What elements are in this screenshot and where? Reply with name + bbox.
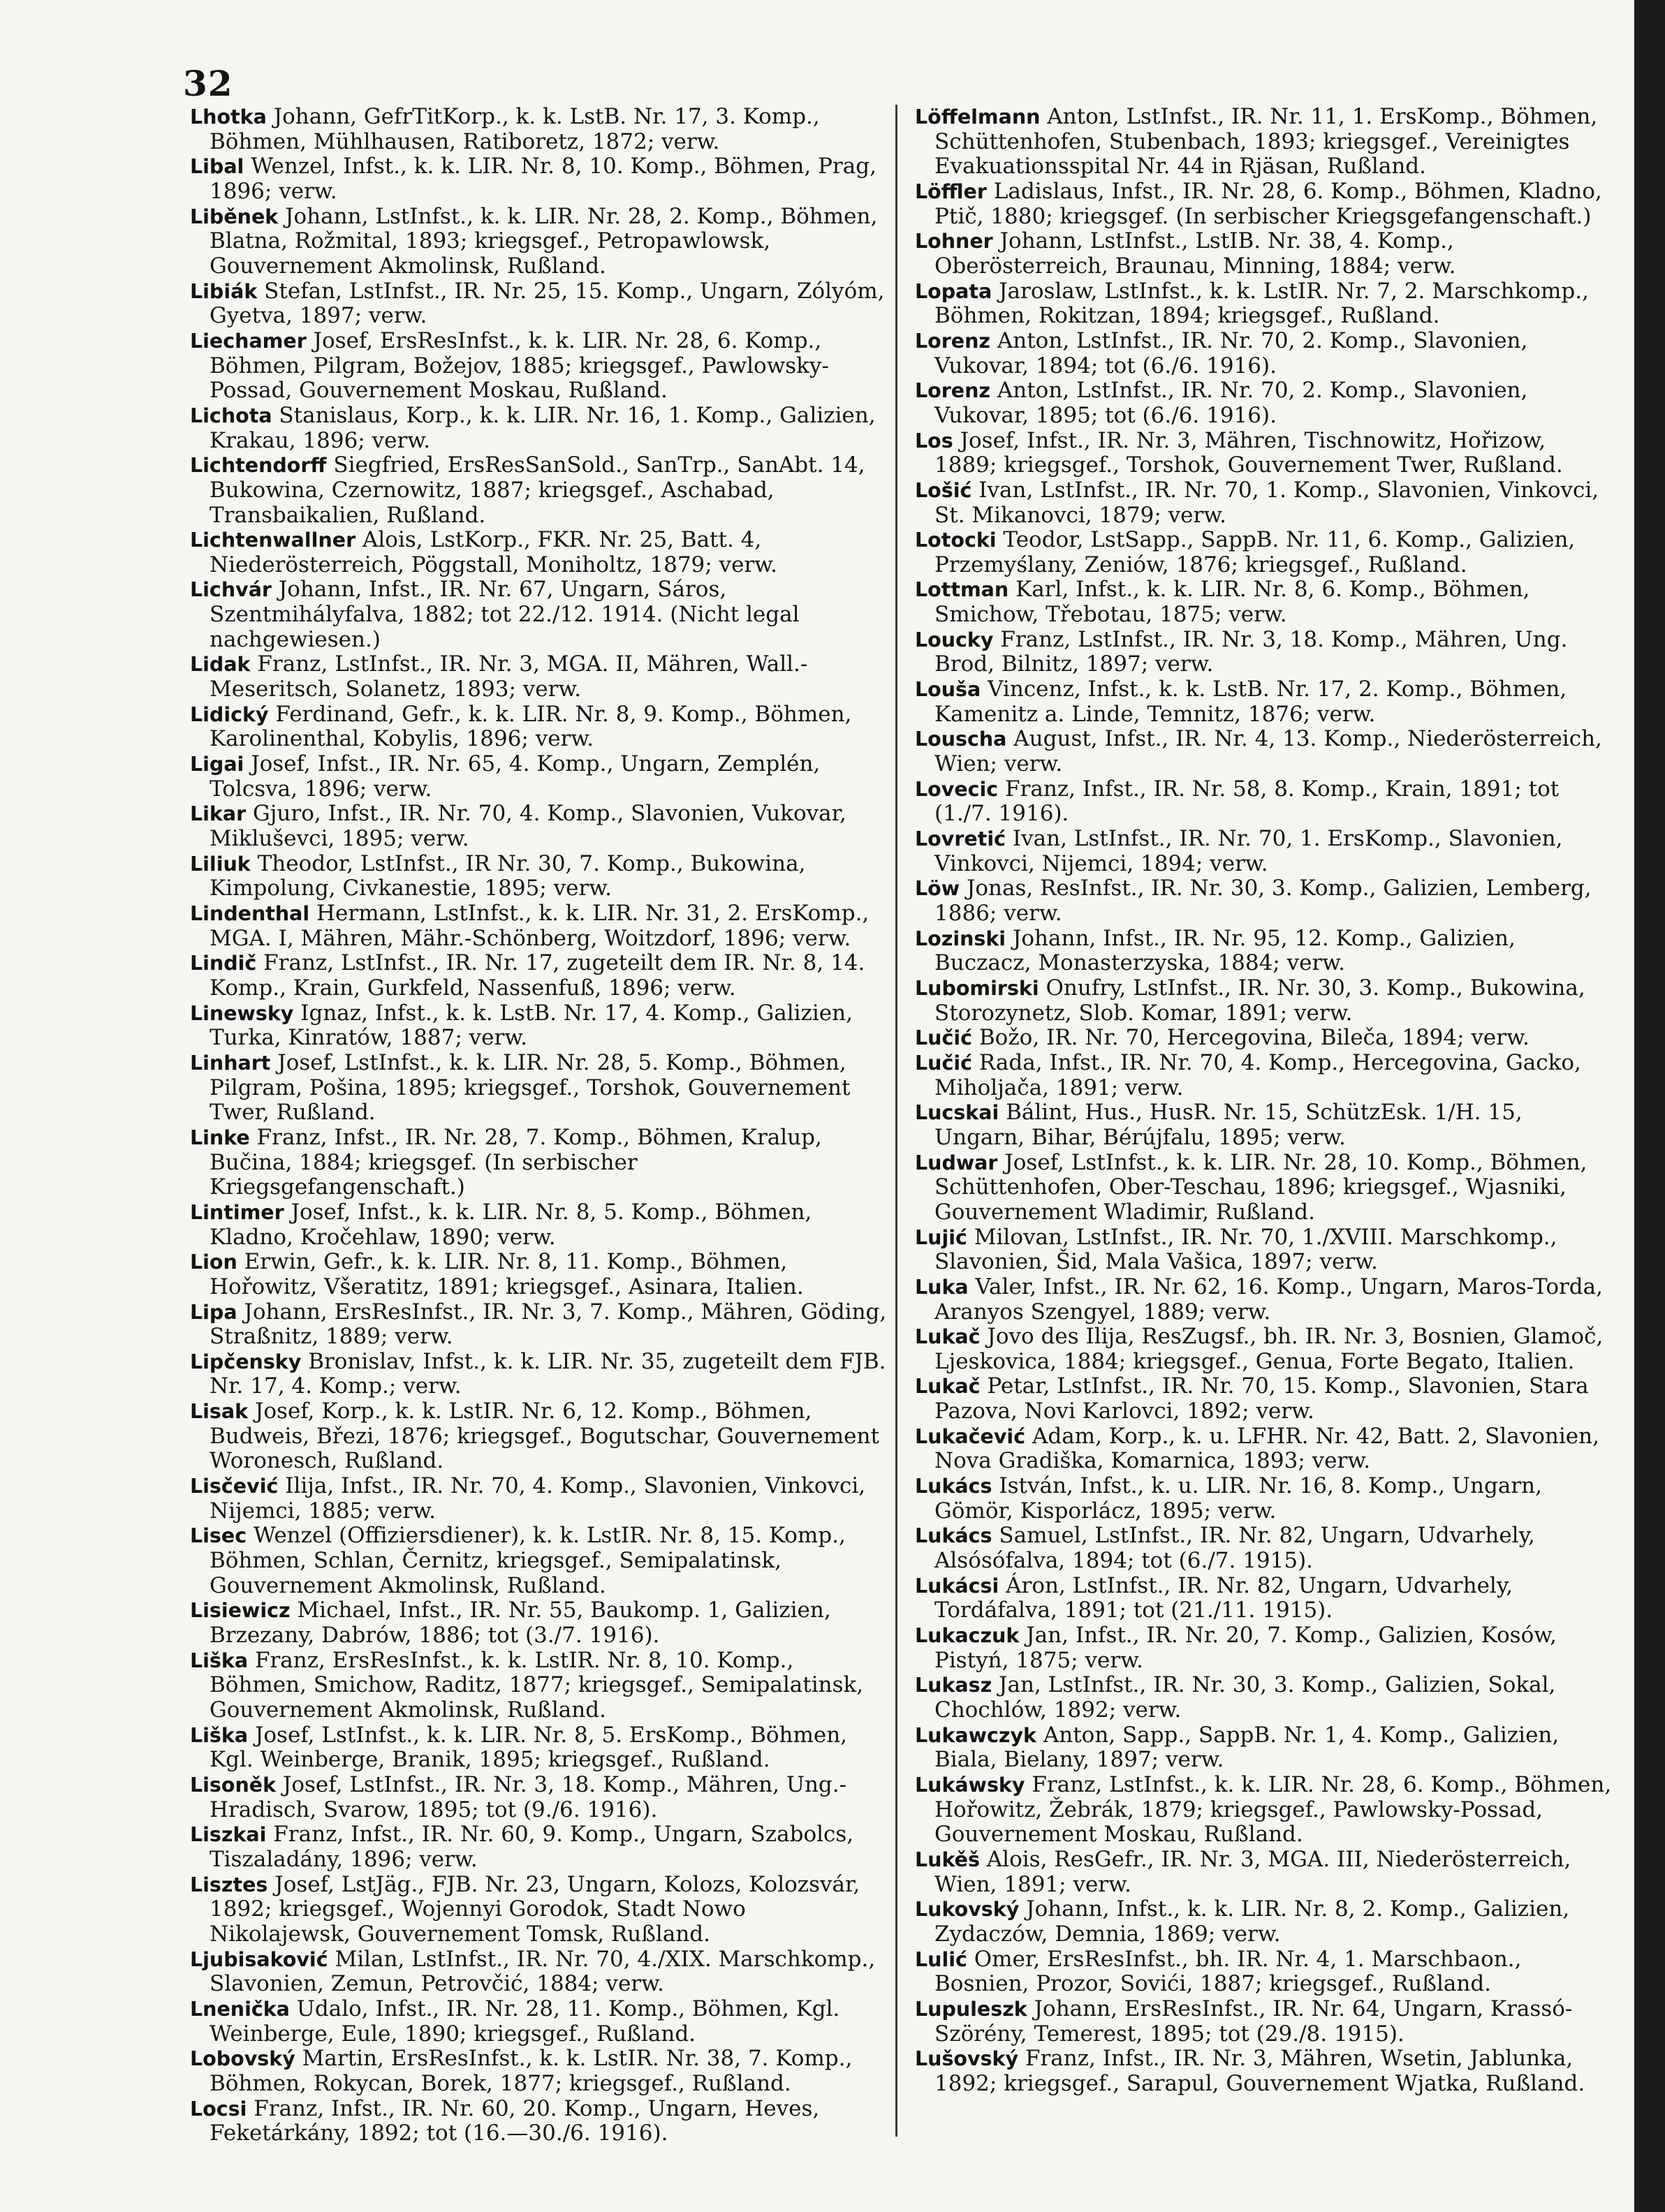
entry-details: Anton, LstInfst., IR. Nr. 70, 2. Komp., Slavonien, Vukovar, 1895; tot (6./6. 1916). xyxy=(934,378,1528,428)
entry-surname: Los xyxy=(915,429,953,452)
entry-details: Johann, LstInfst., k. k. LIR. Nr. 28, 2. Komp., Böhmen, Blatna, Rožmital, 1893; kriegsgef., Petropawlowsk, Gouvernement Akmolinsk, Rußland. xyxy=(210,203,878,279)
entry-surname: Lopata xyxy=(915,279,992,303)
entry-details: Samuel, LstInfst., IR. Nr. 82, Ungarn, Udvarhely, Alsósófalva, 1894; tot (6./7. 1915). xyxy=(934,1523,1535,1574)
entry-surname: Lujić xyxy=(915,1225,967,1249)
entry-details: Franz, ErsResInfst., k. k. LstIR. Nr. 8, 10. Komp., Böhmen, Smichow, Raditz, 1877; kriegsgef., Semipalatinsk, Gouvernement Akmolinsk, Rußland. xyxy=(210,1647,864,1723)
entry-surname: Löffelmann xyxy=(915,105,1041,128)
register-entry xyxy=(190,329,888,404)
entry-details: Johann, ErsResInfst., IR. Nr. 3, 7. Komp., Mähren, Göding, Straßnitz, 1889; verw. xyxy=(210,1299,887,1350)
entry-surname: Loucky xyxy=(915,628,994,651)
entry-details: Ferdinand, Gefr., k. k. LIR. Nr. 8, 9. Komp., Böhmen, Karolinenthal, Kobylis, 1896; verw. xyxy=(210,701,852,752)
entry-surname: Lisak xyxy=(190,1400,249,1424)
entry-details: Franz, Infst., IR. Nr. 28, 7. Komp., Böhmen, Kralup, Bučina, 1884; kriegsgef. (In serbischer Kriegsgefangenschaft.) xyxy=(210,1124,822,1200)
entry-surname: Lisčević xyxy=(190,1475,279,1498)
register-entry xyxy=(915,1723,1613,1773)
register-entry xyxy=(190,1350,888,1399)
entry-surname: Libal xyxy=(190,155,244,179)
entry-details: Milovan, LstInfst., IR. Nr. 70, 1./XVIII. Marschkomp., Slavonien, Šid, Mala Vašica, 1897; verw. xyxy=(934,1224,1557,1275)
entry-surname: Löffler xyxy=(915,179,987,203)
entry-surname: Lipa xyxy=(190,1300,237,1324)
right-column xyxy=(915,105,1613,2097)
register-entry xyxy=(915,1574,1613,1623)
entry-surname: Lipčensky xyxy=(190,1350,302,1373)
register-entry xyxy=(915,628,1613,677)
register-entry xyxy=(915,1897,1613,1947)
entry-surname: Liszkai xyxy=(190,1823,267,1847)
register-entry xyxy=(915,1275,1613,1325)
entry-details: Jan, LstInfst., IR. Nr. 30, 3. Komp., Galizien, Sokal, Chochlów, 1892; verw. xyxy=(934,1672,1556,1723)
entry-surname: Lukasz xyxy=(915,1674,992,1697)
entry-details: Franz, LstInfst., IR. Nr. 3, 18. Komp., Mähren, Ung. Brod, Bilnitz, 1897; verw. xyxy=(934,626,1568,677)
register-entry xyxy=(915,976,1613,1026)
entry-details: Bálint, Hus., HusR. Nr. 15, SchützEsk. 1/H. 15, Ungarn, Bihar, Bérújfalu, 1895; verw. xyxy=(934,1100,1523,1150)
entry-surname: Libiák xyxy=(190,279,258,303)
register-entry xyxy=(915,577,1613,627)
entry-surname: Liechamer xyxy=(190,329,307,353)
entry-details: Josef, LstInfst., k. k. LIR. Nr. 28, 5. Komp., Böhmen, Pilgram, Pošina, 1895; kriegsgef., Torshok, Gouvernement Twer, Rußland. xyxy=(210,1049,851,1126)
register-entry xyxy=(915,1474,1613,1524)
entry-surname: Lichvár xyxy=(190,578,272,602)
register-entry xyxy=(915,1673,1613,1723)
register-entry xyxy=(190,1001,888,1051)
entry-surname: Löw xyxy=(915,877,960,901)
entry-details: Josef, Infst., IR. Nr. 3, Mähren, Tischnowitz, Hořizow, 1889; kriegsgef., Torshok, Gouvernement Twer, Rußland. xyxy=(934,427,1563,478)
register-entry xyxy=(915,1051,1613,1100)
entry-details: Bronislav, Infst., k. k. LIR. Nr. 35, zugeteilt dem FJB. Nr. 17, 4. Komp.; verw. xyxy=(210,1348,886,1399)
register-entry xyxy=(190,1822,888,1872)
register-entry xyxy=(915,229,1613,279)
register-entry xyxy=(190,1200,888,1250)
entry-surname: Lotocki xyxy=(915,529,997,552)
register-entry xyxy=(190,1947,888,1997)
entry-details: Johann, LstInfst., LstIB. Nr. 38, 4. Komp., Oberösterreich, Braunau, Minning, 1884; verw. xyxy=(934,228,1456,279)
register-entry xyxy=(190,802,888,851)
register-entry xyxy=(915,279,1613,329)
entry-details: Josef, LstInfst., k. k. LIR. Nr. 28, 10. Komp., Böhmen, Schüttenhofen, Ober-Teschau, 1896; kriegsgef., Wjasniki, Gouvernement Wladimir, Rußland. xyxy=(934,1149,1587,1225)
entry-surname: Linewsky xyxy=(190,1001,294,1025)
entry-details: Josef, Infst., k. k. LIR. Nr. 8, 5. Komp., Böhmen, Kladno, Kročehlaw, 1890; verw. xyxy=(210,1199,812,1250)
entry-surname: Lukawczyk xyxy=(915,1723,1036,1747)
entry-surname: Lobovský xyxy=(190,2047,295,2071)
entry-details: Jaroslaw, LstInfst., k. k. LstIR. Nr. 7, 2. Marschkomp., Böhmen, Rokitzan, 1894; kriegsgef., Rußland. xyxy=(934,278,1589,329)
left-column xyxy=(190,105,888,2146)
register-entry xyxy=(190,154,888,204)
register-entry xyxy=(915,727,1613,776)
entry-surname: Lisoněk xyxy=(190,1773,277,1797)
entry-surname: Lichtendorff xyxy=(190,454,327,478)
entry-details: Franz, Infst., IR. Nr. 60, 20. Komp., Ungarn, Heves, Feketárkány, 1892; tot (16.—30./6. 1916). xyxy=(210,2095,820,2146)
entry-surname: Linhart xyxy=(190,1051,271,1075)
register-entry xyxy=(190,652,888,702)
entry-details: Alois, ResGefr., IR. Nr. 3, MGA. III, Niederösterreich, Wien, 1891; verw. xyxy=(934,1846,1571,1897)
register-entry xyxy=(190,1649,888,1723)
entry-surname: Lošić xyxy=(915,478,972,502)
register-entry xyxy=(190,205,888,279)
entry-surname: Lušovský xyxy=(915,2047,1019,2071)
entry-details: Josef, ErsResInfst., k. k. LIR. Nr. 28, 6. Komp., Böhmen, Pilgram, Božejov, 1885; kriegsgef., Pawlowsky-Possad, Gouvernement Moskau, Rußland. xyxy=(210,327,829,404)
entry-details: Johann, Infst., k. k. LIR. Nr. 8, 2. Komp., Galizien, Zydaczów, Demnia, 1869; verw. xyxy=(934,1896,1570,1947)
register-entry xyxy=(190,105,888,154)
register-entry xyxy=(915,827,1613,876)
register-entry xyxy=(915,179,1613,229)
entry-surname: Lindič xyxy=(190,952,257,975)
entry-surname: Lisztes xyxy=(190,1873,268,1896)
register-entry xyxy=(190,1051,888,1126)
entry-surname: Lubomirski xyxy=(915,976,1039,1000)
entry-details: Johann, Infst., IR. Nr. 67, Ungarn, Sáros, Szentmihályfalva, 1882; tot 22./12. 1914. (Nicht legal nachgewiesen.) xyxy=(210,577,800,652)
register-entry xyxy=(190,404,888,453)
entry-details: Stanislaus, Korp., k. k. LIR. Nr. 16, 1. Komp., Galizien, Krakau, 1896; verw. xyxy=(210,402,876,453)
entry-details: Ivan, LstInfst., IR. Nr. 70, 1. ErsKomp., Slavonien, Vinkovci, Nijemci, 1894; verw. xyxy=(934,826,1563,876)
entry-details: Valer, Infst., IR. Nr. 62, 16. Komp., Ungarn, Maros-Torda, Aranyos Szengyel, 1889; verw. xyxy=(934,1274,1603,1325)
entry-surname: Ludwar xyxy=(915,1151,998,1174)
register-entry xyxy=(915,329,1613,378)
entry-details: Vincenz, Infst., k. k. LstB. Nr. 17, 2. Komp., Böhmen, Kamenitz a. Linde, Temnitz, 1876; verw. xyxy=(934,677,1567,727)
register-entry xyxy=(190,901,888,951)
register-entry xyxy=(190,1399,888,1474)
entry-details: Rada, Infst., IR. Nr. 70, 4. Komp., Hercegovina, Gacko, Miholjača, 1891; verw. xyxy=(934,1049,1581,1100)
register-entry xyxy=(915,927,1613,976)
entry-details: Adam, Korp., k. u. LFHR. Nr. 42, Batt. 2, Slavonien, Nova Gradiška, Komarnica, 1893; verw. xyxy=(934,1423,1599,1474)
entry-surname: Lnenička xyxy=(190,1997,290,2021)
entry-surname: Lisiewicz xyxy=(190,1599,291,1623)
register-entry xyxy=(915,1151,1613,1225)
register-entry xyxy=(915,777,1613,827)
entry-surname: Liběnek xyxy=(190,205,279,228)
entry-details: Jovo des Ilija, ResZugsf., bh. IR. Nr. 3, Bosnien, Glamoč, Ljeskovica, 1884; kriegsgef., Genua, Forte Begato, Italien. xyxy=(934,1324,1604,1374)
entry-surname: Lukač xyxy=(915,1375,981,1399)
register-entry xyxy=(190,1773,888,1822)
entry-surname: Lhotka xyxy=(190,105,267,128)
entry-details: Anton, LstInfst., IR. Nr. 11, 1. ErsKomp., Böhmen, Schüttenhofen, Stubenbach, 1893; kriegsgef., Vereinigtes Evakuationsspital Nr. 44 in Rjäsan, Rußland. xyxy=(934,104,1598,179)
page-number: 32 xyxy=(183,63,233,104)
entry-details: Josef, LstJäg., FJB. Nr. 23, Ungarn, Kolozs, Kolozsvár, 1892; kriegsgef., Wojennyi Gorodok, Stadt Nowo Nikolajewsk, Gouvernement Tomsk, Rußland. xyxy=(210,1871,860,1947)
register-entry xyxy=(190,1723,888,1773)
entry-details: Franz, LstInfst., IR. Nr. 17, zugeteilt dem IR. Nr. 8, 14. Komp., Krain, Gurkfeld, Nassenfuß, 1896; verw. xyxy=(210,950,865,1001)
entry-surname: Lučić xyxy=(915,1051,973,1075)
register-entry xyxy=(190,951,888,1001)
entry-details: Johann, ErsResInfst., IR. Nr. 64, Ungarn, Krassó-Szörény, Temerest, 1895; tot (29./8. 1915). xyxy=(934,1996,1573,2047)
entry-details: Gjuro, Infst., IR. Nr. 70, 4. Komp., Slavonien, Vukovar, Mikluševci, 1895; verw. xyxy=(210,801,846,852)
entry-surname: Lukěš xyxy=(915,1848,980,1871)
register-entry xyxy=(915,1374,1613,1424)
register-entry xyxy=(190,1250,888,1299)
entry-details: Josef, Infst., IR. Nr. 65, 4. Komp., Ungarn, Zemplén, Tolcsva, 1896; verw. xyxy=(210,751,821,802)
entry-surname: Liliuk xyxy=(190,852,251,876)
register-entry xyxy=(915,1026,1613,1051)
entry-surname: Luka xyxy=(915,1275,969,1299)
entry-surname: Lozinski xyxy=(915,927,1006,950)
register-entry xyxy=(915,1225,1613,1275)
entry-details: Wenzel (Offiziersdiener), k. k. LstIR. Nr. 8, 15. Komp., Böhmen, Schlan, Černitz, kriegsgef., Semipalatinsk, Gouvernement Akmolinsk, Rußland. xyxy=(210,1523,846,1598)
entry-surname: Lukaczuk xyxy=(915,1624,1020,1648)
entry-details: Erwin, Gefr., k. k. LIR. Nr. 8, 11. Komp., Böhmen, Hořowitz, Všeratitz, 1891; kriegsgef., Asinara, Italien. xyxy=(210,1249,804,1299)
entry-details: August, Infst., IR. Nr. 4, 13. Komp., Niederösterreich, Wien; verw. xyxy=(934,726,1602,777)
entry-details: Franz, Infst., IR. Nr. 60, 9. Komp., Ungarn, Szabolcs, Tiszaladány, 1896; verw. xyxy=(210,1822,854,1872)
register-entry xyxy=(190,528,888,577)
entry-surname: Lion xyxy=(190,1251,237,1274)
entry-surname: Lukácsi xyxy=(915,1574,999,1598)
register-entry xyxy=(190,702,888,752)
entry-details: Omer, ErsResInfst., bh. IR. Nr. 4, 1. Marschbaon., Bosnien, Prozor, Sovići, 1887; kriegsgef., Rußland. xyxy=(934,1946,1522,1997)
entry-details: Alois, LstKorp., FKR. Nr. 25, Batt. 4, Niederösterreich, Pöggstall, Moniholtz, 1879; verw. xyxy=(210,527,777,577)
entry-details: Jan, Infst., IR. Nr. 20, 7. Komp., Galizien, Kosów, Pistyń, 1875; verw. xyxy=(934,1623,1557,1673)
register-entry xyxy=(915,1773,1613,1848)
entry-details: Stefan, LstInfst., IR. Nr. 25, 15. Komp., Ungarn, Zólyóm, Gyetva, 1897; verw. xyxy=(210,278,885,329)
entry-surname: Lottman xyxy=(915,578,1009,602)
entry-surname: Locsi xyxy=(190,2097,247,2121)
entry-surname: Lorenz xyxy=(915,379,991,403)
entry-surname: Lidak xyxy=(190,653,251,677)
register-entry xyxy=(190,2097,888,2146)
register-entry xyxy=(190,852,888,901)
entry-details: Petar, LstInfst., IR. Nr. 70, 15. Komp., Slavonien, Stara Pazova, Novi Karlovci, 1892; verw. xyxy=(934,1373,1589,1424)
entry-surname: Lovecic xyxy=(915,777,999,801)
entry-surname: Lukács xyxy=(915,1475,992,1498)
register-entry xyxy=(915,478,1613,528)
entry-details: Wenzel, Infst., k. k. LIR. Nr. 8, 10. Komp., Böhmen, Prag, 1896; verw. xyxy=(210,154,876,204)
register-entry xyxy=(190,1598,888,1648)
column-divider xyxy=(895,105,897,2137)
entry-surname: Lukács xyxy=(915,1524,992,1548)
entry-details: Hermann, LstInfst., k. k. LIR. Nr. 31, 2. ErsKomp., MGA. I, Mähren, Mähr.-Schönberg, Woitzdorf, 1896; verw. xyxy=(210,901,870,951)
entry-details: Johann, Infst., IR. Nr. 95, 12. Komp., Galizien, Buczacz, Monasterzyska, 1884; verw. xyxy=(934,925,1516,976)
entry-details: Josef, LstInfst., k. k. LIR. Nr. 8, 5. ErsKomp., Böhmen, Kgl. Weinberge, Branik, 1895; kriegsgef., Rußland. xyxy=(210,1722,848,1773)
entry-details: Josef, LstInfst., IR. Nr. 3, 18. Komp., Mähren, Ung.-Hradisch, Svarow, 1895; tot (9./6. 1916). xyxy=(210,1771,847,1822)
register-entry xyxy=(915,1100,1613,1150)
register-entry xyxy=(915,378,1613,428)
entry-surname: Lucskai xyxy=(915,1101,999,1125)
entry-surname: Lovretić xyxy=(915,827,1006,851)
entry-details: Franz, LstInfst., k. k. LIR. Nr. 28, 6. Komp., Böhmen, Hořowitz, Žebrák, 1879; kriegsgef., Pawlowsky-Possad, Gouvernement Moskau, Rußland. xyxy=(934,1771,1612,1848)
entry-details: István, Infst., k. u. LIR. Nr. 16, 8. Komp., Ungarn, Gömör, Kisporlácz, 1895; verw. xyxy=(934,1473,1542,1524)
register-entry xyxy=(915,105,1613,179)
entry-details: Franz, LstInfst., IR. Nr. 3, MGA. II, Mähren, Wall.-Meseritsch, Solanetz, 1893; verw. xyxy=(210,651,808,702)
entry-surname: Lohner xyxy=(915,230,993,253)
entry-surname: Lukač xyxy=(915,1325,981,1349)
entry-surname: Lidický xyxy=(190,702,269,726)
register-entry xyxy=(915,876,1613,926)
entry-details: Udalo, Infst., IR. Nr. 28, 11. Komp., Böhmen, Kgl. Weinberge, Eule, 1890; kriegsgef., Rußland. xyxy=(210,1996,840,2047)
entry-surname: Ljubisaković xyxy=(190,1947,328,1971)
register-entry xyxy=(915,677,1613,727)
entry-details: Áron, LstInfst., IR. Nr. 82, Ungarn, Udvarhely, Tordáfalva, 1891; tot (21./11. 1915). xyxy=(934,1572,1513,1623)
register-entry xyxy=(915,528,1613,577)
register-entry xyxy=(190,279,888,329)
register-entry xyxy=(915,1424,1613,1474)
entry-details: Milan, LstInfst., IR. Nr. 70, 4./XIX. Marschkomp., Slavonien, Zemun, Petrovčić, 1884; verw. xyxy=(210,1946,876,1997)
entry-surname: Louscha xyxy=(915,728,1007,751)
entry-surname: Lukačević xyxy=(915,1424,1026,1448)
entry-details: Ilija, Infst., IR. Nr. 70, 4. Komp., Slavonien, Vinkovci, Nijemci, 1885; verw. xyxy=(210,1473,866,1524)
entry-details: Anton, LstInfst., IR. Nr. 70, 2. Komp., Slavonien, Vukovar, 1894; tot (6./6. 1916). xyxy=(934,327,1528,378)
register-entry xyxy=(915,1623,1613,1673)
entry-details: Božo, IR. Nr. 70, Hercegovina, Bileča, 1894; verw. xyxy=(978,1025,1530,1051)
register-entry xyxy=(915,2047,1613,2096)
entry-surname: Ligai xyxy=(190,753,244,776)
register-entry xyxy=(190,2047,888,2096)
entry-surname: Linke xyxy=(190,1126,250,1149)
entry-details: Franz, Infst., IR. Nr. 3, Mähren, Wsetin, Jablunka, 1892; kriegsgef., Sarapul, Gouvernement Wjatka, Rußland. xyxy=(934,2046,1585,2096)
entry-surname: Lisec xyxy=(190,1524,247,1548)
entry-details: Ignaz, Infst., k. k. LstB. Nr. 17, 4. Komp., Galizien, Turka, Kinratów, 1887; verw. xyxy=(210,1000,853,1051)
entry-details: Ladislaus, Infst., IR. Nr. 28, 6. Komp., Böhmen, Kladno, Ptič, 1880; kriegsgef. (In serbischer Kriegsgefangenschaft.) xyxy=(934,178,1602,229)
page-edge-shadow xyxy=(1634,0,1665,2212)
entry-surname: Liška xyxy=(190,1649,249,1672)
entry-details: Michael, Infst., IR. Nr. 55, Baukomp. 1, Galizien, Brzezany, Dabrów, 1886; tot (3./7. 1916). xyxy=(210,1598,831,1649)
entry-details: Siegfried, ErsResSanSold., SanTrp., SanAbt. 14, Bukowina, Czernowitz, 1887; kriegsgef., Aschabad, Transbaikalien, Rußland. xyxy=(210,452,865,528)
entry-details: Karl, Infst., k. k. LIR. Nr. 8, 6. Komp., Böhmen, Smichow, Třebotau, 1875; verw. xyxy=(934,577,1530,628)
register-entry xyxy=(915,1524,1613,1573)
register-entry xyxy=(915,429,1613,478)
entry-surname: Lichota xyxy=(190,404,272,427)
entry-details: Johann, GefrTitKorp., k. k. LstB. Nr. 17, 3. Komp., Böhmen, Mühlhausen, Ratiboretz, 1872; verw. xyxy=(210,104,820,154)
entry-details: Ivan, LstInfst., IR. Nr. 70, 1. Komp., Slavonien, Vinkovci, St. Mikanovci, 1879; verw. xyxy=(934,477,1599,528)
entry-surname: Lindenthal xyxy=(190,902,310,925)
entry-details: Josef, Korp., k. k. LstIR. Nr. 6, 12. Komp., Böhmen, Budweis, Březi, 1876; kriegsgef., Bogutschar, Gouvernement Woronesch, Rußland. xyxy=(210,1399,879,1474)
entry-details: Onufry, LstInfst., IR. Nr. 30, 3. Komp., Bukowina, Storozynetz, Slob. Komar, 1891; verw. xyxy=(934,975,1585,1026)
entry-details: Jonas, ResInfst., IR. Nr. 30, 3. Komp., Galizien, Lemberg, 1886; verw. xyxy=(934,876,1592,926)
entry-surname: Lukovský xyxy=(915,1898,1020,1922)
entry-surname: Lorenz xyxy=(915,329,991,353)
entry-details: Teodor, LstSapp., SappB. Nr. 11, 6. Komp., Galizien, Przemyślany, Zeniów, 1876; kriegsgef., Rußland. xyxy=(934,527,1576,577)
entry-surname: Lučić xyxy=(915,1026,973,1050)
entry-details: Anton, Sapp., SappB. Nr. 1, 4. Komp., Galizien, Biala, Bielany, 1897; verw. xyxy=(934,1722,1560,1773)
entry-surname: Lintimer xyxy=(190,1200,284,1224)
register-entry xyxy=(190,1300,888,1350)
register-entry xyxy=(915,1325,1613,1374)
register-entry xyxy=(915,1848,1613,1897)
entry-surname: Lukáwsky xyxy=(915,1773,1025,1797)
register-entry xyxy=(190,577,888,652)
register-entry xyxy=(190,1524,888,1598)
entry-surname: Lulić xyxy=(915,1947,967,1971)
entry-details: Franz, Infst., IR. Nr. 58, 8. Komp., Krain, 1891; tot (1./7. 1916). xyxy=(934,776,1560,827)
entry-surname: Louša xyxy=(915,678,981,702)
register-entry xyxy=(190,752,888,802)
register-entry xyxy=(915,1947,1613,1997)
entry-surname: Liška xyxy=(190,1723,249,1747)
register-entry xyxy=(190,1873,888,1947)
register-entry xyxy=(190,1126,888,1200)
register-entry xyxy=(190,453,888,528)
entry-surname: Lichtenwallner xyxy=(190,529,356,552)
register-entry xyxy=(190,1474,888,1524)
register-entry xyxy=(915,1997,1613,2047)
entry-details: Theodor, LstInfst., IR Nr. 30, 7. Komp., Bukowina, Kimpolung, Civkanestie, 1895; verw. xyxy=(210,850,806,901)
register-entry xyxy=(190,1997,888,2047)
entry-surname: Lupuleszk xyxy=(915,1997,1027,2021)
entry-surname: Likar xyxy=(190,802,247,826)
entry-details: Martin, ErsResInfst., k. k. LstIR. Nr. 38, 7. Komp., Böhmen, Rokycan, Borek, 1877; kriegsgef., Rußland. xyxy=(210,2046,853,2096)
